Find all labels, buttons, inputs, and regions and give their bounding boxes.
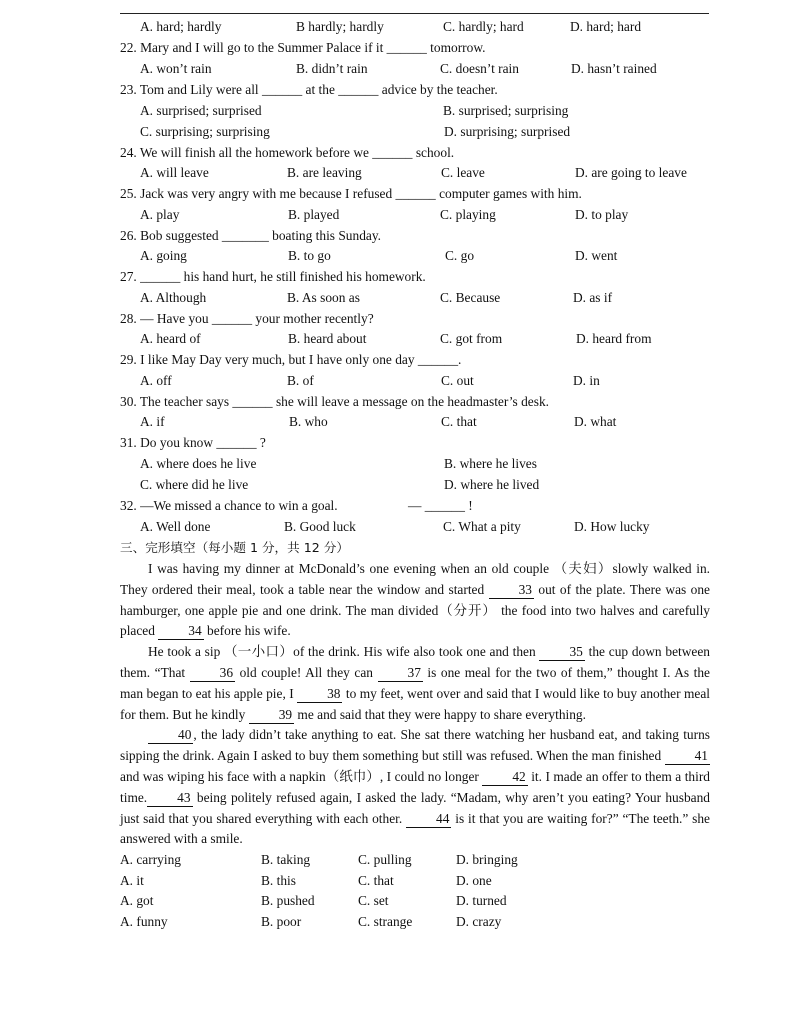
question-number: 28. [120,311,137,326]
top-rule [120,13,709,14]
cloze-passage [120,559,710,850]
option-b: B. heard about [288,331,367,346]
passage-text: is it that you are waiting for?” “The teeth.” she answered with a smile. [120,810,710,847]
blank-40: 40 [148,727,193,744]
option-b: B. poor [261,914,302,929]
option-d: D. hasn’t rained [571,61,657,76]
option-a: A. where does he live [140,456,257,471]
question-text: Tom and Lily were all ______ at the ______ advice by the teacher. [139,82,498,97]
section-heading: 三、完形填空（每小题 1 分，共 12 分） [120,540,349,555]
question-number: 25. [120,186,137,201]
blank-44: 44 [406,811,451,828]
option-c: C. that [358,873,394,888]
option-c: C. What a pity [443,519,521,534]
option-c: C. that [441,414,477,429]
option-b: B. played [288,207,340,222]
blank-36: 36 [190,665,235,682]
blank-35: 35 [539,644,584,661]
option-b: B. As soon as [287,290,360,305]
option-c: C. set [358,893,389,908]
passage-text: He took a sip （一小口）of the drink. His wife also took one and then [148,644,540,660]
option-a: A. heard of [140,331,201,346]
q31-stem [120,433,266,453]
option-a: A. Although [140,290,207,305]
option-a: A. if [140,414,165,429]
option-d: D. surprising; surprised [444,124,571,139]
passage-paragraph-1 [120,559,710,642]
option-b: B. pushed [261,893,315,908]
option-d: D. what [574,414,617,429]
question-text: I like May Day very much, but I have only one day ______. [140,352,462,367]
option-b: B. Good luck [284,519,356,534]
option-b: B. surprised; surprising [443,103,569,118]
q23-stem [120,80,498,100]
passage-text: old couple! All they can [235,664,378,680]
blank-39: 39 [249,707,294,724]
passage-text: is one meal for the two of them,” thought I. As the man began to eat his apple pie, I [120,664,711,701]
q30-stem [120,392,549,412]
passage-text: being politely refused again, I asked the lady. “Madam, why aren’t you eating? Your husband just said that you shared everything with each other. [120,789,710,826]
option-d: D. went [575,248,618,263]
passage-text: and was wiping his face with a napkin（纸巾）, I could no longer [120,768,483,784]
passage-text: , the lady didn’t take anything to eat. She sat there watching her husband eat, and taking turns sipping the drink. Again I asked to buy them something but still was refused. When the man finished [120,727,710,764]
option-b: B. taking [261,852,311,867]
passage-text: before his wife. [203,623,291,639]
option-a: A. going [140,248,187,263]
option-d: D. are going to leave [575,165,687,180]
option-d: D. in [573,373,600,388]
question-text: Do you know ______ ? [140,435,266,450]
passage-text: to my feet, went over and said that I would like to buy another meal for them. But he kindly [120,685,711,722]
option-d: D. one [456,873,492,888]
question-number: 27. [120,269,137,284]
passage-text: me and said that they were happy to share everything. [294,706,586,722]
passage-text: it. I made an offer to them a third time. [120,768,710,805]
option-a: A. will leave [140,165,209,180]
option-b: B. are leaving [287,165,362,180]
option-c: C. out [441,373,474,388]
option-a: A. carrying [120,852,181,867]
q28-stem [120,309,374,329]
option-c: C. doesn’t rain [440,61,519,76]
option-c: C. surprising; surprising [140,124,270,139]
option-c: C. go [445,248,475,263]
question-text: Jack was very angry with me because I refused ______ computer games with him. [140,186,582,201]
blank-41: 41 [665,748,710,765]
option-d: D. hard; hard [570,19,642,34]
option-b: B. of [287,373,314,388]
passage-paragraph-3 [120,725,710,850]
option-c: C. playing [440,207,496,222]
question-text: We will finish all the homework before we ______ school. [139,145,455,160]
option-a: A. got [120,893,154,908]
option-a: A. off [140,373,172,388]
question-number: 29. [120,352,137,367]
q32-stem [120,496,720,516]
q26-stem [120,226,381,246]
option-a: A. hard; hardly [140,19,222,34]
option-a: A. surprised; surprised [140,103,262,118]
option-d: D. bringing [456,852,518,867]
option-b: B. where he lives [444,456,537,471]
question-number: 24. [120,145,137,160]
option-d: D. turned [456,893,507,908]
question-response: — ______ ! [408,498,473,513]
option-d: D. where he lived [444,477,540,492]
option-d: D. as if [573,290,613,305]
option-b: B hardly; hardly [296,19,384,34]
option-b: B. this [261,873,296,888]
blank-42: 42 [482,769,527,786]
question-number: 26. [120,228,137,243]
question-text: Mary and I will go to the Summer Palace if it ______ tomorrow. [140,40,486,55]
question-number: 30. [120,394,137,409]
option-b: B. who [289,414,328,429]
q25-stem [120,184,582,204]
option-c: C. Because [440,290,501,305]
option-c: C. where did he live [140,477,249,492]
option-c: C. hardly; hard [443,19,524,34]
option-a: A. funny [120,914,168,929]
q24-stem [120,143,454,163]
passage-text: the cup down between them. “That [120,644,711,680]
passage-paragraph-2 [120,642,710,725]
blank-37: 37 [378,665,423,682]
option-c: C. pulling [358,852,412,867]
option-a: A. it [120,873,144,888]
question-number: 23. [120,82,137,97]
blank-38: 38 [297,686,342,703]
question-text: Bob suggested _______ boating this Sunday. [140,228,382,243]
blank-33: 33 [489,582,534,599]
question-text: — Have you ______ your mother recently? [140,311,374,326]
question-text: —We missed a chance to win a goal. [140,498,338,513]
option-d: D. heard from [576,331,652,346]
option-d: D. to play [575,207,629,222]
option-b: B. didn’t rain [296,61,368,76]
q22-stem [120,38,485,58]
option-c: C. leave [441,165,485,180]
question-number: 32. [120,498,137,513]
passage-text: I was having my dinner at McDonald’s one evening when an old couple （夫妇）slowly walked in. They ordered their meal, took a table near the window and started [120,561,710,597]
q27-stem [120,267,426,287]
option-a: A. Well done [140,519,211,534]
question-text: ______ his hand hurt, he still finished his homework. [140,269,426,284]
blank-34: 34 [158,623,203,640]
question-text: The teacher says ______ she will leave a message on the headmaster’s desk. [139,394,550,409]
q29-stem [120,350,461,370]
option-d: D. How lucky [574,519,650,534]
option-c: C. got from [440,331,503,346]
blank-43: 43 [147,790,192,807]
passage-text: out of the plate. There was one hamburger, one apple pie and one drink. The man divided（分开） the food into two halves and carefully placed [120,581,710,639]
option-d: D. crazy [456,914,502,929]
question-number: 22. [120,40,137,55]
question-number: 31. [120,435,137,450]
option-b: B. to go [288,248,331,263]
option-c: C. strange [358,914,413,929]
option-a: A. won’t rain [140,61,212,76]
option-a: A. play [140,207,180,222]
